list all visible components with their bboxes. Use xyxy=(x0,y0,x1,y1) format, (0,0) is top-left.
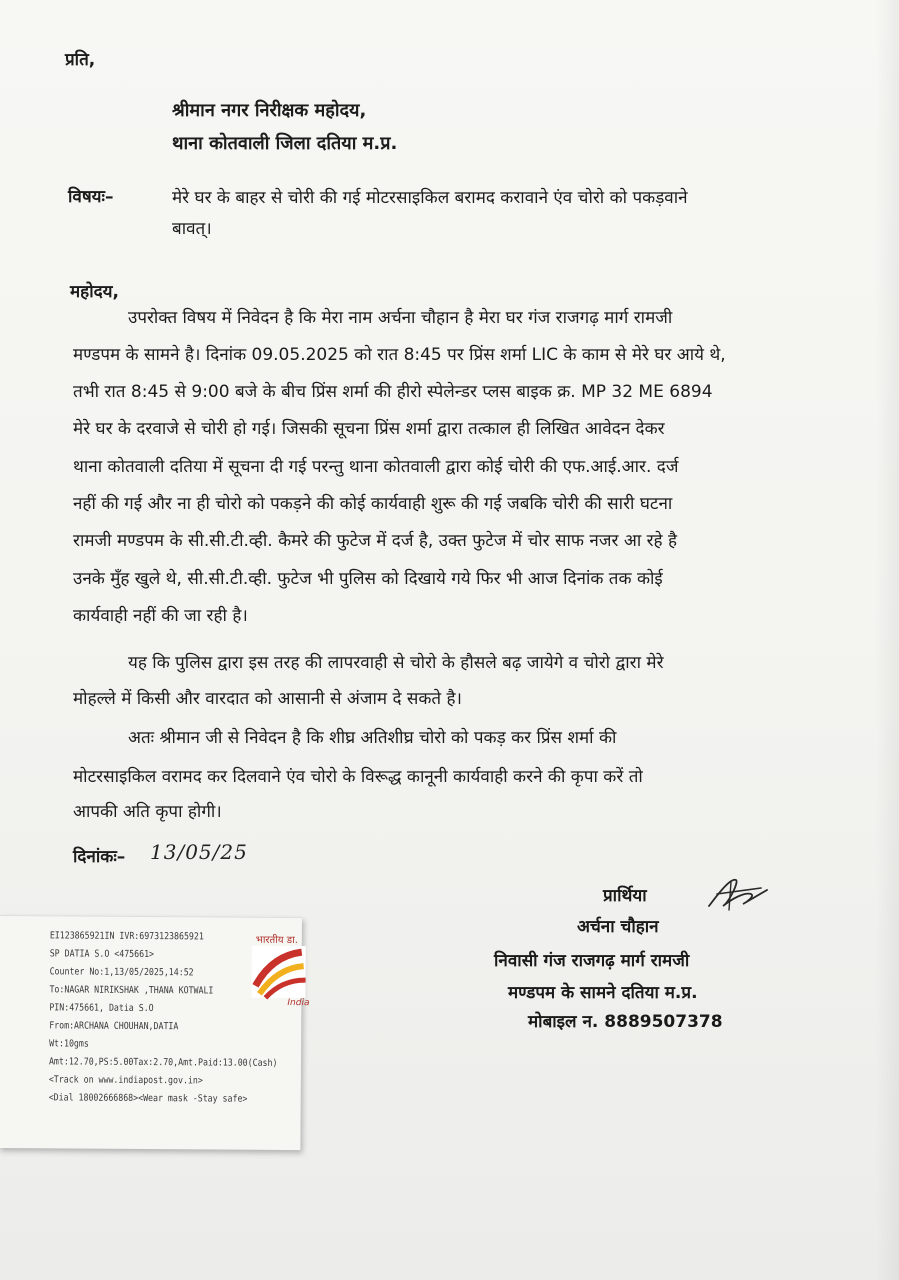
signature-title: प्रार्थिया xyxy=(603,886,647,906)
greeting: महोदय, xyxy=(70,282,119,302)
handwritten-signature xyxy=(703,872,773,916)
para1-line-6: नहीं की गई और ना ही चोरो को पकड़ने की कोई कार्यवाही शुरू की गई जबकि चोरी की सारी घटना xyxy=(73,494,673,514)
page-edge-shadow xyxy=(875,0,899,1280)
receipt-line-9: <Track on www.indiapost.gov.in> xyxy=(48,1074,203,1087)
receipt-line-7: Wt:10gms xyxy=(49,1038,89,1050)
receipt-line-10: <Dial 18002666868><Wear mask -Stay safe> xyxy=(48,1092,248,1105)
signature-name: अर्चना चौहान xyxy=(577,917,659,937)
para1-line-2: मण्डपम के सामने है। दिनांक 09.05.2025 को रात 8:45 पर प्रिंस शर्मा LIC के काम से मेरे घर आये थे, xyxy=(73,345,726,365)
india-post-logo xyxy=(247,924,310,1010)
addressee-line-1: श्रीमान नगर निरीक्षक महोदय, xyxy=(172,100,367,121)
subject-label: विषयः– xyxy=(68,187,114,207)
subject-line-2: बावत्। xyxy=(172,219,212,239)
para3-line-1: अतः श्रीमान जी से निवेदन है कि शीघ्र अतिशीघ्र चोरो को पकड़ कर प्रिंस शर्मा की xyxy=(128,728,617,748)
para3-line-2: मोटरसाइकिल वरामद कर दिलवाने एंव चोरो के विरूद्ध कानूनी कार्यवाही करने की कृपा करें तो xyxy=(73,767,643,787)
receipt-line-1: EI123865921IN IVR:6973123865921 xyxy=(49,930,204,943)
salutation-to: प्रति, xyxy=(65,50,96,70)
date-label: दिनांकः– xyxy=(73,847,126,867)
receipt-line-6: From:ARCHANA CHOUHAN,DATIA xyxy=(49,1020,179,1033)
india-post-emblem-icon xyxy=(251,946,305,998)
receipt-line-8: Amt:12.70,PS:5.00Tax:2.70,Amt.Paid:13.00(Cash) xyxy=(48,1056,278,1069)
india-post-logo-english: India xyxy=(287,998,310,1009)
para1-line-9: कार्यवाही नहीं की जा रही है। xyxy=(73,606,248,626)
postal-receipt xyxy=(0,915,310,1150)
date-handwritten: 13/05/25 xyxy=(150,840,248,864)
para1-line-4: मेरे घर के दरवाजे से चोरी हो गई। जिसकी सूचना प्रिंस शर्मा द्वारा तत्काल ही लिखित आवेदन देकर xyxy=(73,419,665,439)
addressee-line-2: थाना कोतवाली जिला दतिया म.प्र. xyxy=(172,133,398,154)
receipt-line-3: Counter No:1,13/05/2025,14:52 xyxy=(49,966,194,979)
para1-line-7: रामजी मण्डपम के सी.सी.टी.व्ही. कैमरे की फुटेज में दर्ज है, उक्त फुटेज में चोर साफ नजर आ रहे है xyxy=(73,531,678,551)
receipt-line-5: PIN:475661, Datia S.O xyxy=(49,1002,154,1015)
para1-line-5: थाना कोतवाली दतिया में सूचना दी गई परन्तु थाना कोतवाली द्वारा कोई चोरी की एफ.आई.आर. दर्ज xyxy=(73,457,679,477)
signature-mobile: मोबाइल न. 8889507378 xyxy=(528,1012,723,1032)
signature-address-2: मण्डपम के सामने दतिया म.प्र. xyxy=(508,983,698,1003)
subject-line-1: मेरे घर के बाहर से चोरी की गई मोटरसाइकिल बरामद करावाने एंव चोरो को पकड़वाने xyxy=(172,188,688,208)
para1-line-8: उनके मुँह खुले थे, सी.सी.टी.व्ही. फुटेज भी पुलिस को दिखाये गये फिर भी आज दिनांक तक कोई xyxy=(73,569,663,589)
receipt-line-2: SP DATIA S.O <475661> xyxy=(49,948,155,961)
signature-address-1: निवासी गंज राजगढ़ मार्ग रामजी xyxy=(494,951,690,971)
para2-line-1: यह कि पुलिस द्वारा इस तरह की लापरवाही से चोरो के हौसले बढ़ जायेगे व चोरो द्वारा मेरे xyxy=(128,653,664,673)
para3-line-3: आपकी अति कृपा होगी। xyxy=(73,802,222,822)
para2-line-2: मोहल्ले में किसी और वारदात को आसानी से अंजाम दे सकते है। xyxy=(73,689,462,709)
para1-line-1: उपरोक्त विषय में निवेदन है कि मेरा नाम अर्चना चौहान है मेरा घर गंज राजगढ़ मार्ग रामजी xyxy=(128,308,673,328)
para1-line-3: तभी रात 8:45 से 9:00 बजे के बीच प्रिंस शर्मा की हीरो स्पेलेन्डर प्लस बाइक क्र. MP 32 ME 6894 xyxy=(73,382,713,402)
receipt-line-4: To:NAGAR NIRIKSHAK ,THANA KOTWALI xyxy=(49,984,214,997)
india-post-logo-hindi: भारतीय डा. xyxy=(255,934,298,947)
